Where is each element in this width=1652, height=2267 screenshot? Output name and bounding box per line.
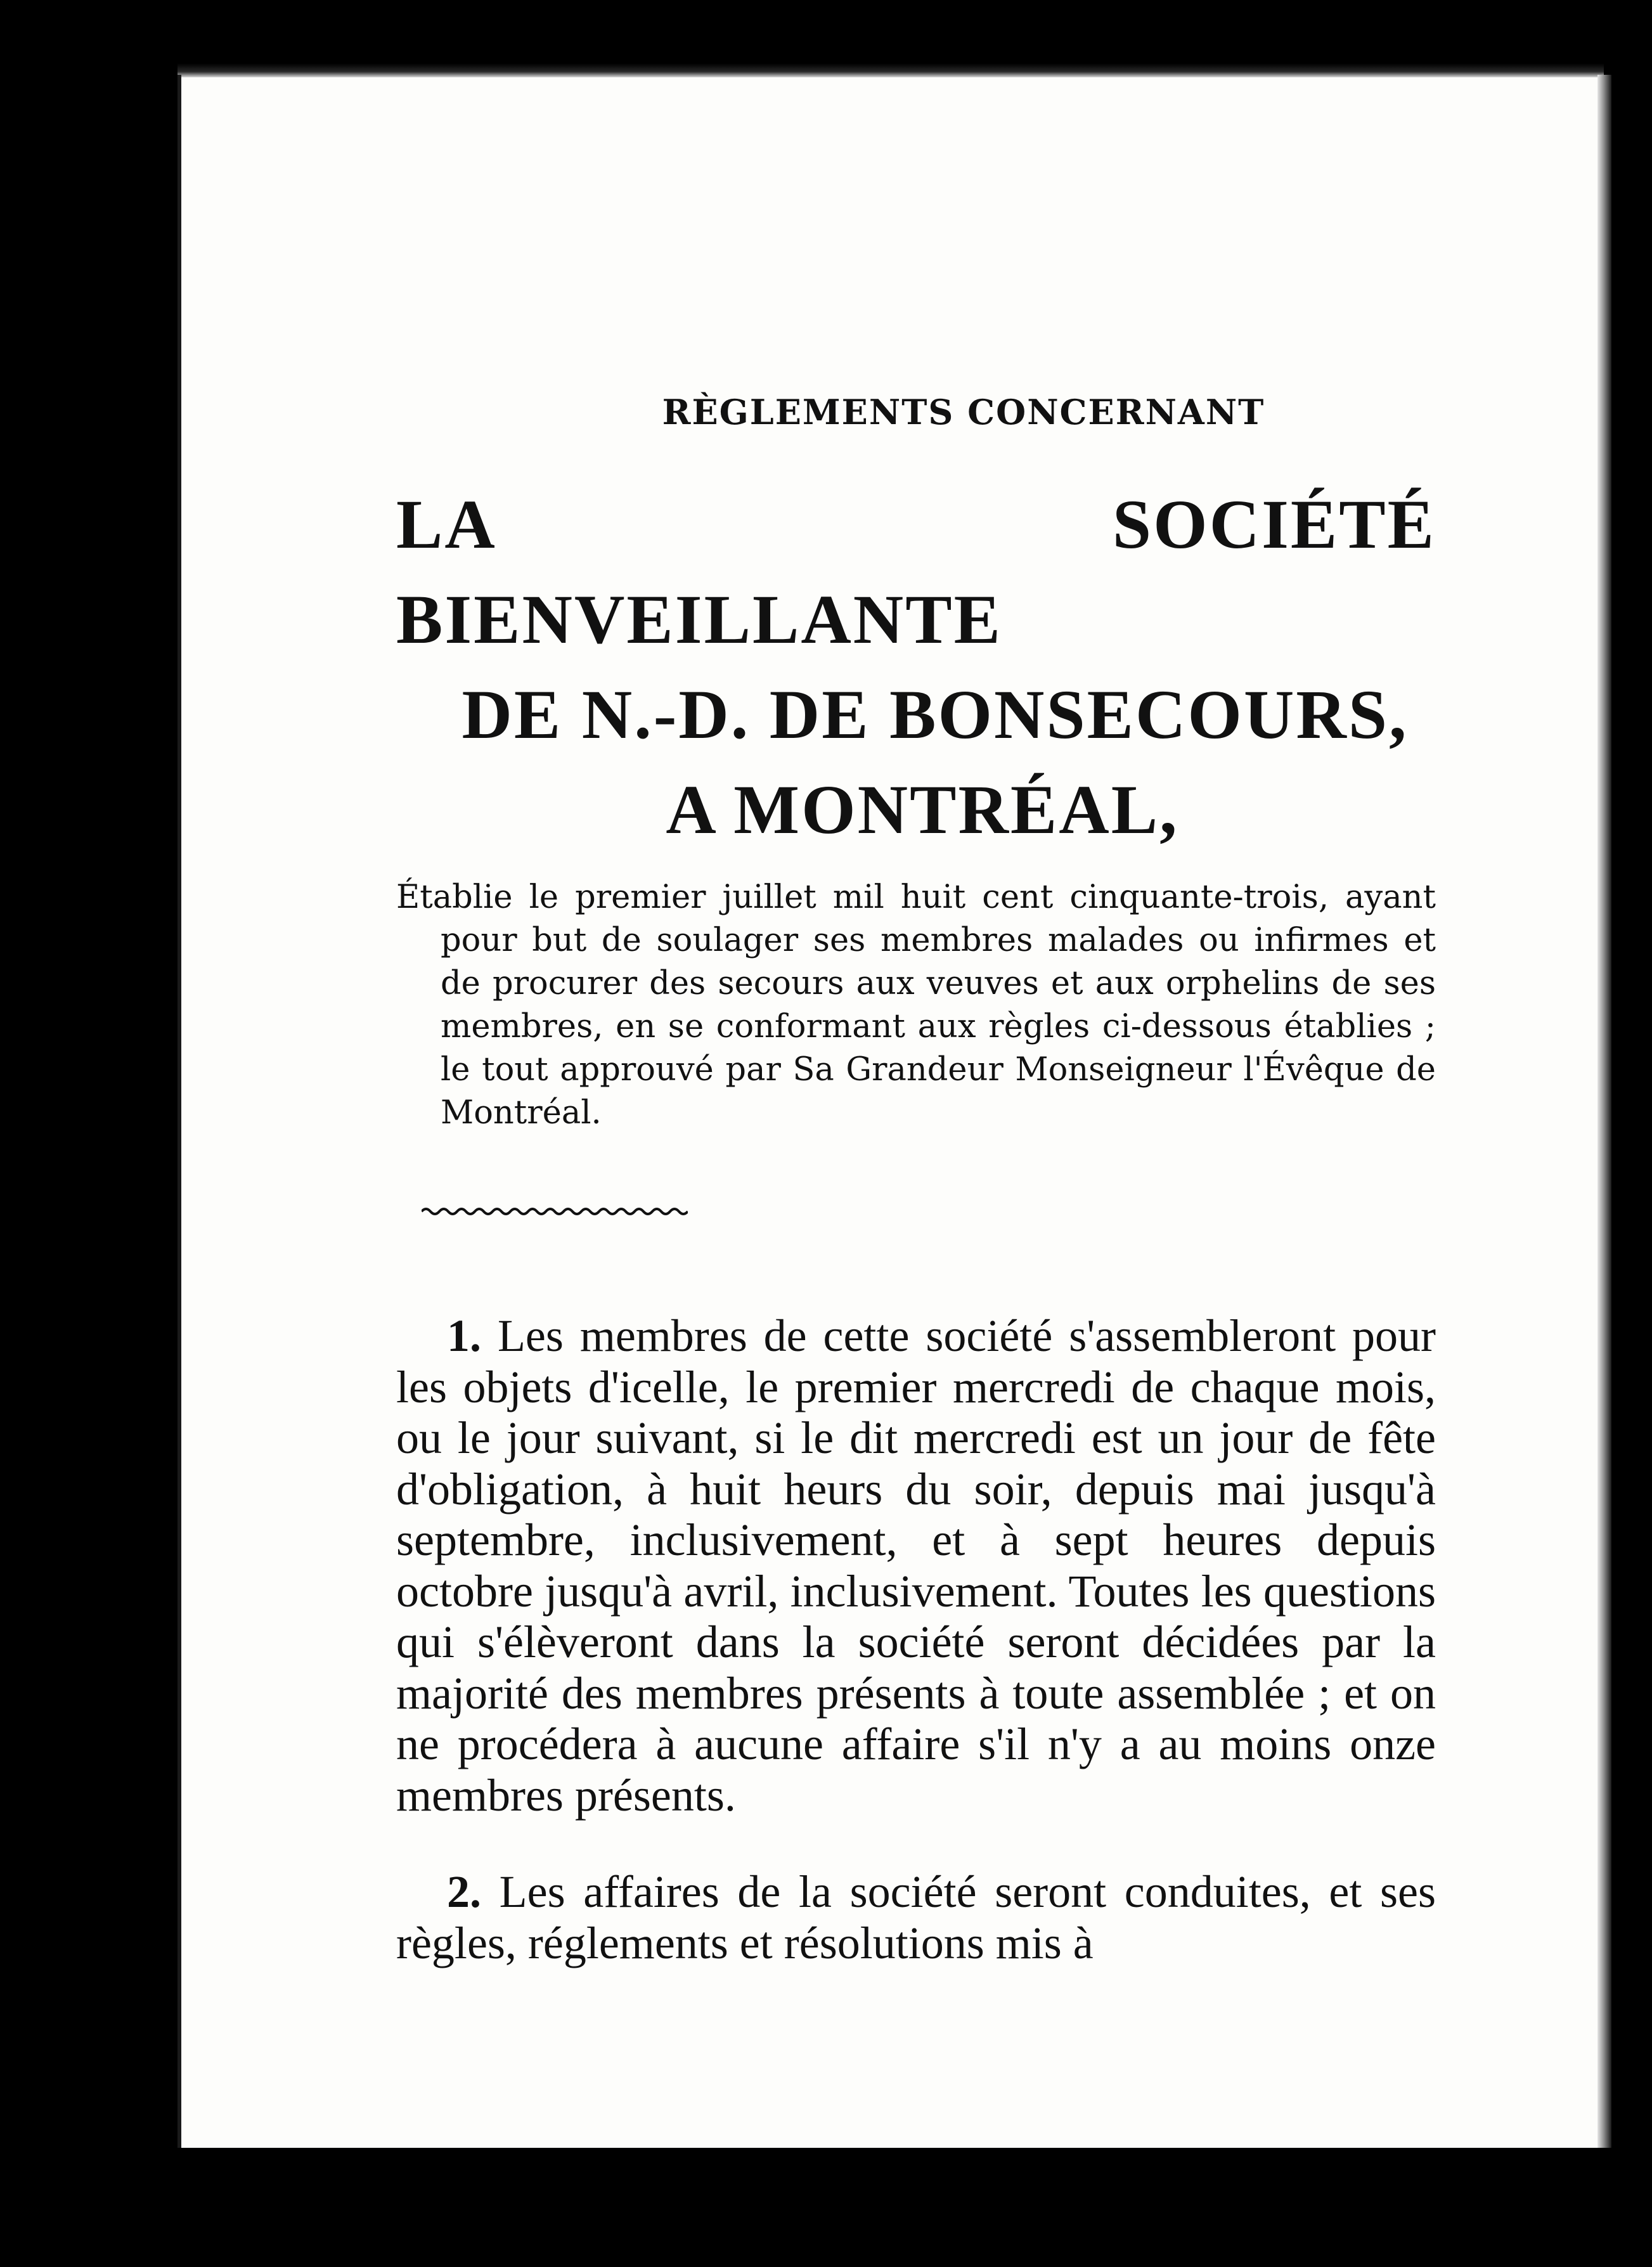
article-paragraph-1 [396,1310,1436,1821]
article-text: Les membres de cette société s'assembleront pour les objets d'icelle, le premier mercredi de chaque mois, ou le jour suivant, si le dit mercredi est un jour de fête d'obligation, à huit heurs du soir, depuis mai jusqu'à septembre, inclusivement, et à sept heures depuis octobre jusqu'à avril, inclusivement. Toutes les questions qui s'élèveront dans la société seront décidées par la majorité des membres présents à toute assemblée ; et on ne procédera à aucune affaire s'il n'y a au moins onze membres présents. [396,1310,1436,1821]
article-number: 1. [447,1310,481,1361]
article-text: Les affaires de la société seront conduites, et ses règles, réglements et résolutions mis à [396,1866,1436,1968]
title-line-3: A MONTRÉAL, [666,771,1179,848]
header-small: RÈGLEMENTS CONCERNANT [662,392,1265,432]
wavy-rule-icon [422,1205,688,1218]
binding-gutter-line [177,75,181,2148]
page-right-edge [1597,75,1611,2148]
page-content [396,392,1436,2014]
title-line-1: LA SOCIÉTÉ BIENVEILLANTE [396,486,1436,658]
page-top-edge [177,63,1604,77]
scanned-page [177,75,1604,2148]
intro-paragraph: Établie le premier juillet mil huit cent cinquante-trois, ayant pour but de soulager ses membres malades ou infirmes et de procurer des secours aux veuves et aux orphelins de ses membres, en se conformant aux règles ci-dessous établies ; le tout approuvé par Sa Grandeur Monseigneur l'Évêque de Montréal. [396,879,1436,1132]
article-number: 2. [447,1866,481,1917]
title-line-2: DE N.-D. DE BONSECOURS, [461,676,1409,753]
article-paragraph-2 [396,1866,1436,1968]
